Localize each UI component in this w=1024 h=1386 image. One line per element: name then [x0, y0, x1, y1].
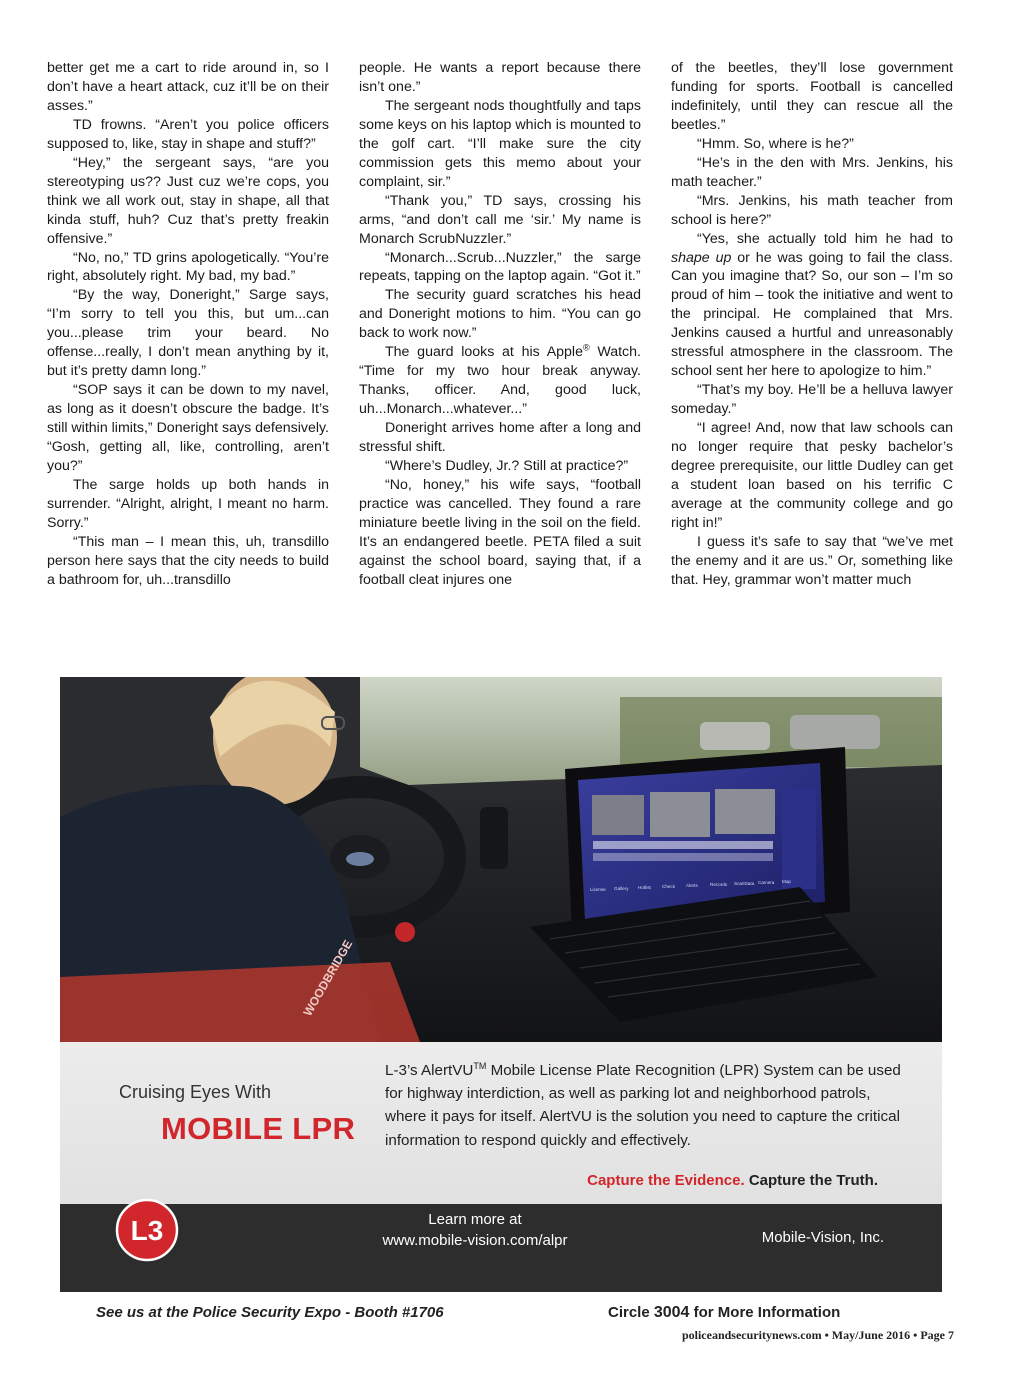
- text-run: The guard looks at his Apple: [385, 344, 583, 361]
- screen-tab: Camera: [758, 880, 775, 885]
- paragraph: “That’s my boy. He’ll be a helluva lawyer someday.”: [671, 382, 953, 418]
- paragraph: “Monarch...Scrub...Nuzzler,” the sarge repeats, tapping on the laptop again. “Got it.”: [359, 249, 641, 285]
- article-column-2: [359, 59, 641, 619]
- ad-headline: MOBILE LPR: [161, 1111, 356, 1146]
- advertisement[interactable]: [60, 677, 942, 1292]
- ad-url-link[interactable]: www.mobile-vision.com/alpr: [382, 1232, 568, 1249]
- ad-tagline: [587, 1172, 878, 1189]
- trademark-mark: TM: [473, 1060, 487, 1071]
- paragraph: The sarge holds up both hands in surrender. “Alright, alright, I meant no harm. Sorry.”: [47, 476, 329, 531]
- article-column-3: [671, 59, 953, 619]
- screen-tab: Records: [710, 882, 728, 887]
- screen-car-photo: [715, 789, 775, 834]
- logo-lettering: L3: [130, 1215, 164, 1246]
- text-run: “Yes, she actually told him he had to: [697, 230, 953, 247]
- screen-tab: License: [590, 887, 606, 892]
- screen-tab: Alerts: [686, 883, 698, 888]
- ad-body-text: [385, 1059, 905, 1152]
- circle-number-notice: [608, 1304, 840, 1322]
- paragraph: I guess it’s safe to say that “we’ve met the enemy and it are us.” Or, something like that. Hey, grammar won’t matter much: [671, 533, 953, 588]
- road-car: [790, 715, 880, 749]
- text-run: for More Information: [689, 1304, 841, 1321]
- circle-number: 3004: [653, 1304, 690, 1321]
- article-column-1: [47, 59, 329, 619]
- door-sign: WOODBRIDGE: [300, 937, 356, 1019]
- l3-logo: [114, 1197, 180, 1263]
- paragraph: “Thank you,” TD says, crossing his arms, “and don’t call me ‘sir.’ My name is Monarch ScrubNuzzler.”: [359, 192, 641, 247]
- paragraph: “SOP says it can be down to my navel, as long as it doesn’t obscure the badge. It’s still within limits,” Doneright says defensively. “Gosh, getting all, like, controlling, aren’t you?”: [47, 382, 329, 475]
- screen-car-photo: [650, 792, 710, 837]
- ad-footer-bar: [60, 1204, 942, 1292]
- text-run: Mobile License Plate Recognition (LPR) System can be used for highway interdiction, as well as parking lot and neighborhood patrols, where it pays for itself. AlertVU is the solution you need to capture the critical information to respond quickly and effectively.: [385, 1062, 901, 1149]
- tagline-black: Capture the Truth.: [744, 1172, 878, 1189]
- paragraph: “No, no,” TD grins apologetically. “You’re right, absolutely right. My bad, my bad.”: [47, 249, 329, 285]
- screen-tab: Check: [662, 884, 676, 889]
- paragraph: “By the way, Doneright,” Sarge says, “I’m sorry to tell you this, but um...can you...please trim your beard. No offense...really, I don’t mean anything by it, but it’s pretty damn long.”: [47, 287, 329, 380]
- officer-in-car-illustration: [60, 677, 942, 1042]
- tagline-red: Capture the Evidence.: [587, 1172, 745, 1189]
- red-key-fob: [395, 922, 415, 942]
- ad-photo: [60, 677, 942, 1042]
- text-run: Circle: [608, 1304, 654, 1321]
- radio-mic: [480, 807, 508, 869]
- paragraph: of the beetles, they’ll lose government funding for sports. Football is cancelled indefinitely, until they can rescue all the beetles.”: [671, 60, 953, 133]
- road-car: [700, 722, 770, 750]
- paragraph: The security guard scratches his head and Doneright motions to him. “You can go back to work now.”: [359, 287, 641, 342]
- paragraph-shape-up: [671, 230, 953, 382]
- paragraph: “Mrs. Jenkins, his math teacher from school is here?”: [671, 192, 953, 228]
- paragraph: “He’s in the den with Mrs. Jenkins, his math teacher.”: [671, 154, 953, 190]
- ad-info-band: [60, 1042, 942, 1204]
- paragraph: “Hmm. So, where is he?”: [697, 135, 854, 152]
- screen-tab: Map: [782, 879, 791, 884]
- text-run: or he was going to fail the class. Can you imagine that? So, our son – I’m so proud of him – took the initiative and went to the principal. He complained that Mrs. Jenkins caused a hurtful and unreasonably stressful atmosphere in the classroom. The school sent her here to apologize to him.”: [671, 249, 953, 380]
- text-run: Watch. “Time for my two hour break anyway. Thanks, officer. And, good luck, uh...Monarch...whatever...”: [359, 344, 641, 418]
- ad-learn-more[interactable]: [320, 1209, 630, 1251]
- screen-tab: ScanData: [734, 881, 755, 886]
- emphasis: shape up: [671, 249, 732, 266]
- screen-tab: Gallery: [614, 886, 629, 891]
- ford-badge: [346, 852, 374, 866]
- paragraph-watch: [359, 343, 641, 419]
- paragraph: people. He wants a report because there isn’t one.”: [359, 60, 641, 95]
- ad-company-name: Mobile-Vision, Inc.: [761, 1229, 884, 1246]
- paragraph: “Where’s Dudley, Jr.? Still at practice?”: [385, 458, 629, 475]
- paragraph: Doneright arrives home after a long and stressful shift.: [359, 420, 641, 456]
- learn-more-label: Learn more at: [428, 1211, 522, 1228]
- paragraph: better get me a cart to ride around in, so I don’t have a heart attack, cuz it’ll be on their asses.”: [47, 60, 329, 114]
- text-run: L-3’s AlertVU: [385, 1062, 474, 1079]
- paragraph: The sergeant nods thoughtfully and taps some keys on his laptop which is mounted to the golf cart. “I’ll make sure the city commission gets this memo about your complaint, sir.”: [359, 97, 641, 190]
- paragraph: “Hey,” the sergeant says, “are you stereotyping us?? Just cuz we’re cops, you think we all work out, stay in shape, all that kinda stuff, huh? Cuz that’s pretty freakin offensive.”: [47, 154, 329, 247]
- page-footer-line: policeandsecuritynews.com • May/June 2016 • Page 7: [681, 1328, 954, 1342]
- screen-tab: Hotlist: [638, 885, 651, 890]
- registered-mark: ®: [582, 342, 590, 353]
- paragraph: “I agree! And, now that law schools can no longer require that pesky bachelor’s degree prerequisite, our little Dudley can get a student loan based on his terrific C average at the community college and go right in!”: [671, 420, 953, 531]
- ad-heading: Cruising Eyes With: [119, 1082, 272, 1102]
- paragraph: TD frowns. “Aren’t you police officers supposed to, like, stay in shape and stuff?”: [47, 116, 329, 152]
- paragraph: “This man – I mean this, uh, transdillo person here says that the city needs to build a bathroom for, uh...transdillo: [47, 533, 329, 588]
- expo-notice: See us at the Police Security Expo - Booth #1706: [96, 1304, 444, 1321]
- screen-car-photo: [592, 795, 644, 835]
- paragraph: “No, honey,” his wife says, “football practice was cancelled. They found a rare miniature beetle living in the soil on the field. It’s an endangered beetle. PETA filed a suit against the school board, saying that, if a football cleat injures one: [359, 476, 641, 588]
